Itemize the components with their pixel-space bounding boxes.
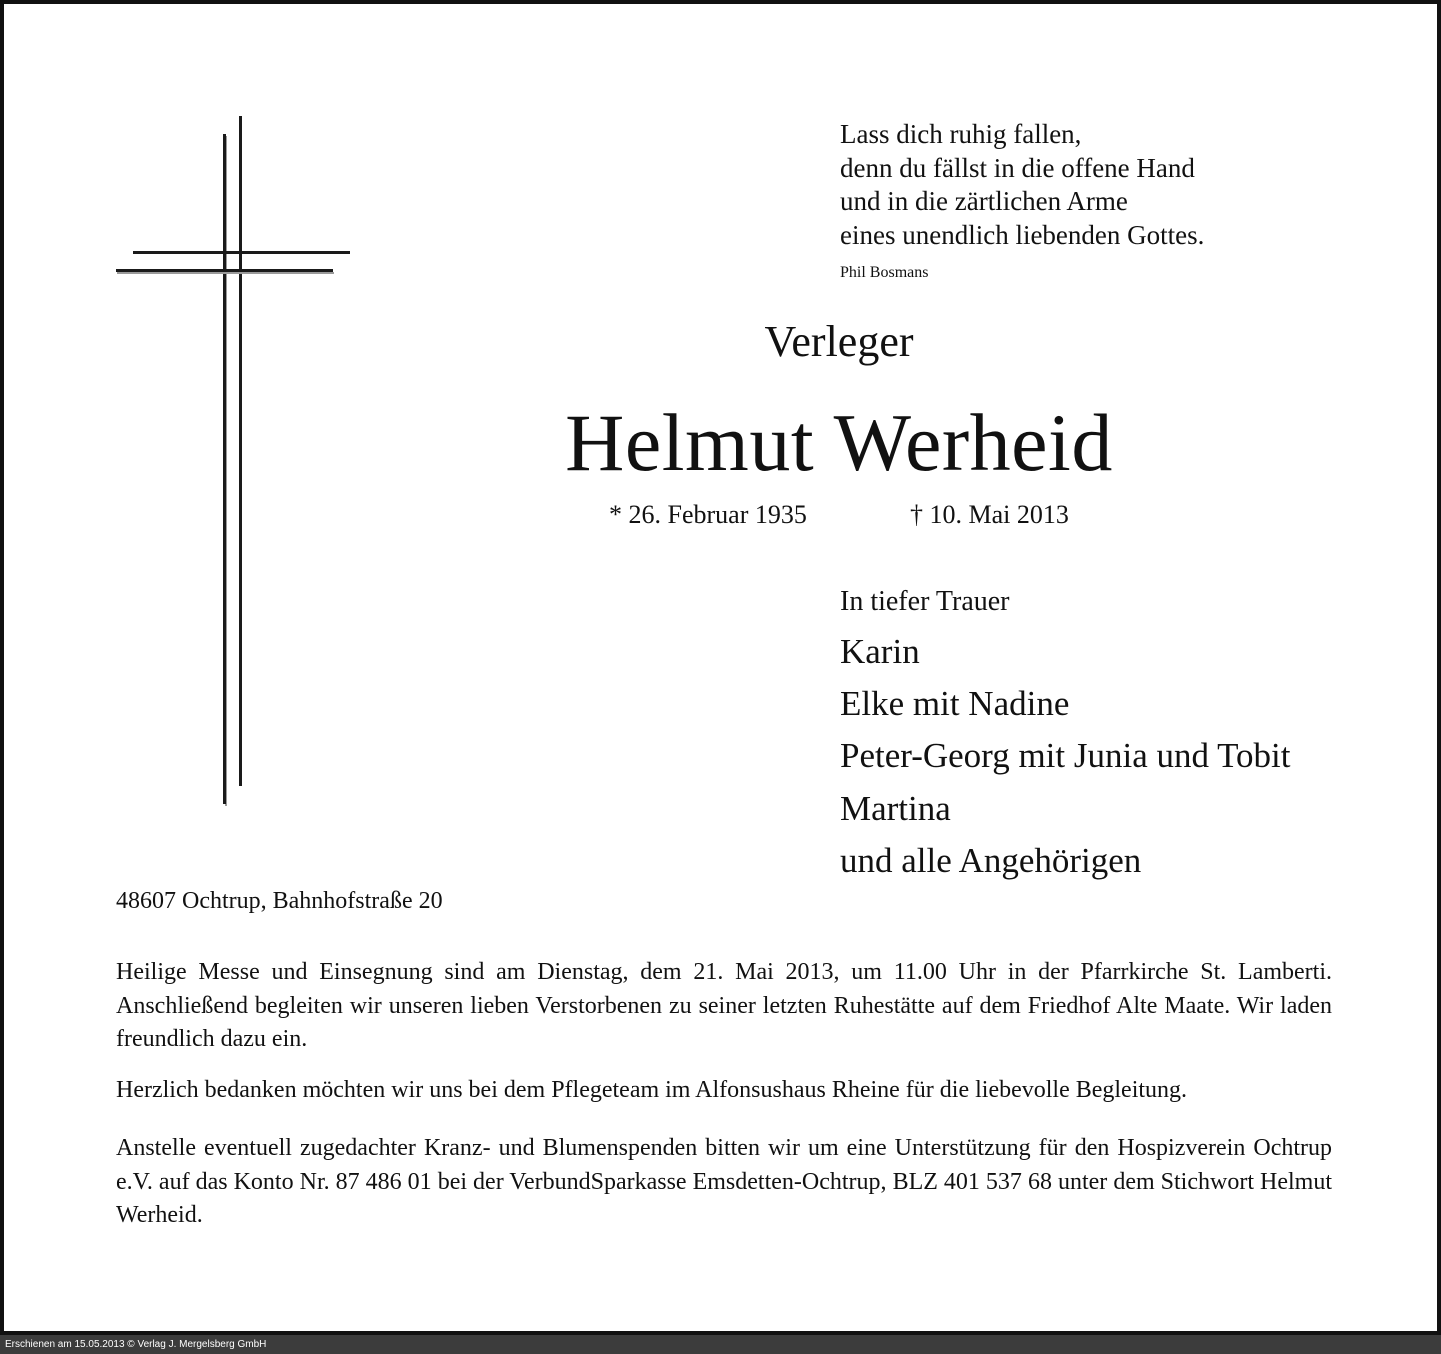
death-date: † 10. Mai 2013 [910,500,1069,529]
cross-icon [114,114,354,814]
birth-date: * 26. Februar 1935 [609,500,807,529]
publication-footer: Erschienen am 15.05.2013 © Verlag J. Mergelsberg GmbH [0,1335,1441,1354]
donation-paragraph: Anstelle eventuell zugedachter Kranz- und Blumenspenden bitten wir um eine Unterstützung für den Hospizverein Ochtrup e.V. auf das Konto Nr. 87 486 01 bei der VerbundSparkasse Emsdetten-Ochtrup, BLZ 401 537 68 unter dem Stichwort Helmut Werheid. [116,1135,1332,1228]
quote-line: und in die zärtlichen Arme [840,186,1128,216]
quote-line: eines unendlich liebenden Gottes. [840,219,1205,250]
quote-author: Phil Bosmans [840,264,929,281]
quote-line: denn du fällst in die offene Hand [840,152,1195,183]
mourner: Peter-Georg mit Junia und Tobit [840,736,1291,776]
mourner: Karin [840,632,920,671]
mourner: Martina [840,788,951,828]
quote-line: Lass dich ruhig fallen, [840,119,1082,149]
mourners-list [840,626,1291,887]
mourner: und alle Angehörigen [840,840,1142,880]
mourner: Elke mit Nadine [840,684,1070,724]
mourning-intro: In tiefer Trauer [840,586,1010,617]
deceased-role: Verleger [764,317,914,366]
service-paragraph: Heilige Messe und Einsegnung sind am Dienstag, dem 21. Mai 2013, um 11.00 Uhr in der Pfarrkirche St. Lamberti. Anschließend begleiten wir unseren lieben Verstorbenen zu seiner letzten Ruhestätte auf dem Friedhof Alte Maate. Wir laden freundlich dazu ein. [116,959,1332,1052]
address: 48607 Ochtrup, Bahnhofstraße 20 [116,888,443,914]
deceased-name: Helmut Werheid [565,397,1113,488]
thanks-paragraph: Herzlich bedanken möchten wir uns bei dem Pflegeteam im Alfonsushaus Rheine für die liebevolle Begleitung. [116,1077,1188,1103]
quote [840,118,1204,252]
